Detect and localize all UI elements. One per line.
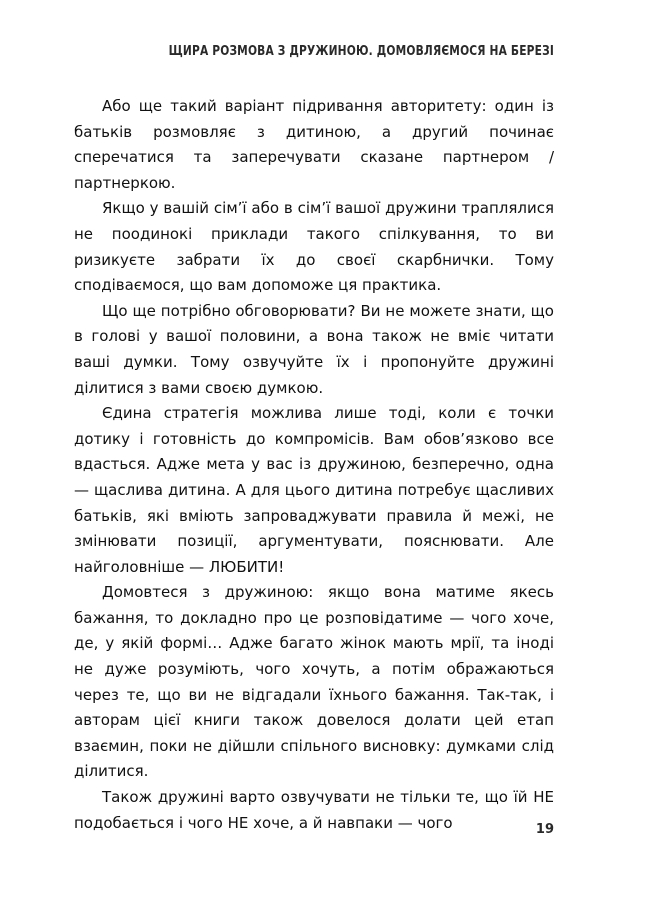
paragraph: Єдина стратегія можлива лише тоді, коли є точки дотику і готовність до компромісів. Вам обов’язково все вдасться. Адже мета у вас із дружиною, безперечно, одна — щаслива дитина. А для цього дитина потребує щасливих батьків, які вміють запроваджувати правила й межі, не змінювати позиції, аргументувати, пояснювати. Але найголовніше — ЛЮБИТИ!	[74, 404, 554, 576]
page-number: 19	[535, 822, 554, 837]
paragraph: Якщо у вашій сім’ї або в сім’ї вашої дружини траплялися не поодинокі приклади такого спілкування, то ви ризикуєте забрати їх до своєї скарбнички. Тому сподіваємося, що вам допоможе ця практика.	[74, 199, 554, 295]
body-text	[74, 94, 554, 836]
paragraph: Що ще потрібно обговорювати? Ви не можете знати, що в голові у вашої половини, а вона також не вміє читати ваші думки. Тому озвучуйте їх і пропонуйте дружині ділитися з вами своєю думкою.	[74, 301, 554, 397]
paragraph: Також дружині варто озвучувати не тільки те, що їй НЕ подобається і чого НЕ хоче, а й навпаки — чого	[74, 788, 554, 832]
paragraph: Домовтеся з дружиною: якщо вона матиме якесь бажання, то докладно про це розповідатиме — чого хоче, де, у якій формі… Адже багато жінок мають мрії, та іноді не дуже розуміють, чого хочуть, а потім ображаються через те, що ви не відгадали їхнього бажання. Так-так, і авторам цієї книги також довелося долати цей етап взаємин, поки не дійшли спільного висновку: думками слід ділитися.	[74, 583, 554, 781]
running-header: ЩИРА РОЗМОВА З ДРУЖИНОЮ. ДОМОВЛЯЄМОСЯ НА БЕРЕЗІ	[168, 44, 554, 59]
paragraph: Або ще такий варіант підривання авторитету: один із батьків розмовляє з дитиною, а другий починає сперечатися та заперечувати сказане партнером / партнеркою.	[74, 97, 554, 192]
